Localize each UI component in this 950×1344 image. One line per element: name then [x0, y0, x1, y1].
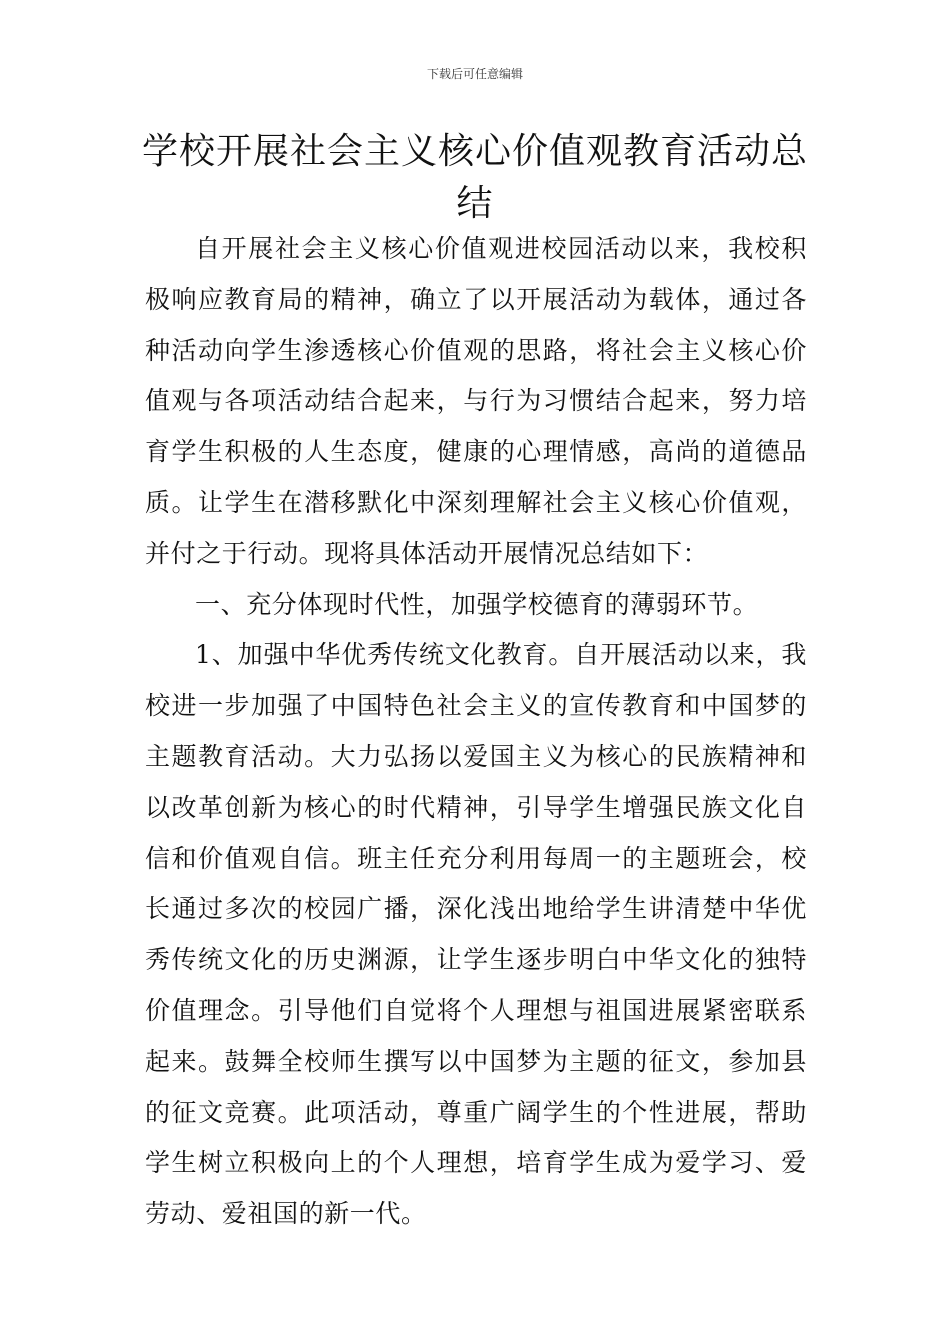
document-body — [145, 224, 807, 1240]
document-title: 学校开展社会主义核心价值观教育活动总结 — [141, 131, 808, 224]
section-heading-1: 一、充分体现时代性，加强学校德育的薄弱环节。 — [195, 589, 759, 619]
paragraph-intro: 自开展社会主义核心价值观进校园活动以来，我校积极响应教育局的精神，确立了以开展活动为载体，通过各种活动向学生渗透核心价值观的思路，将社会主义核心价值观与各项活动结合起来，与行为习惯结合起来，努力培育学生积极的人生态度，健康的心理情感，高尚的道德品质。让学生在潜移默化中深刻理解社会主义核心价值观，并付之于行动。现将具体活动开展情况总结如下： — [145, 234, 807, 568]
paragraph-item-1: 1、加强中华优秀传统文化教育。自开展活动以来，我校进一步加强了中国特色社会主义的宣传教育和中国梦的主题教育活动。大力弘扬以爱国主义为核心的民族精神和以改革创新为核心的时代精神，引导学生增强民族文化自信和价值观自信。班主任充分利用每周一的主题班会，校长通过多次的校园广播，深化浅出地给学生讲清楚中华优秀传统文化的历史渊源，让学生逐步明白中华文化的独特价值理念。引导他们自觉将个人理想与祖国进展紧密联系起来。鼓舞全校师生撰写以中国梦为主题的征文，参加县的征文竞赛。此项活动，尊重广阔学生的个性进展，帮助学生树立积极向上的个人理想，培育学生成为爱学习、爱劳动、爱祖国的新一代。 — [145, 640, 807, 1229]
download-note: 下载后可任意编辑 — [426, 67, 523, 81]
